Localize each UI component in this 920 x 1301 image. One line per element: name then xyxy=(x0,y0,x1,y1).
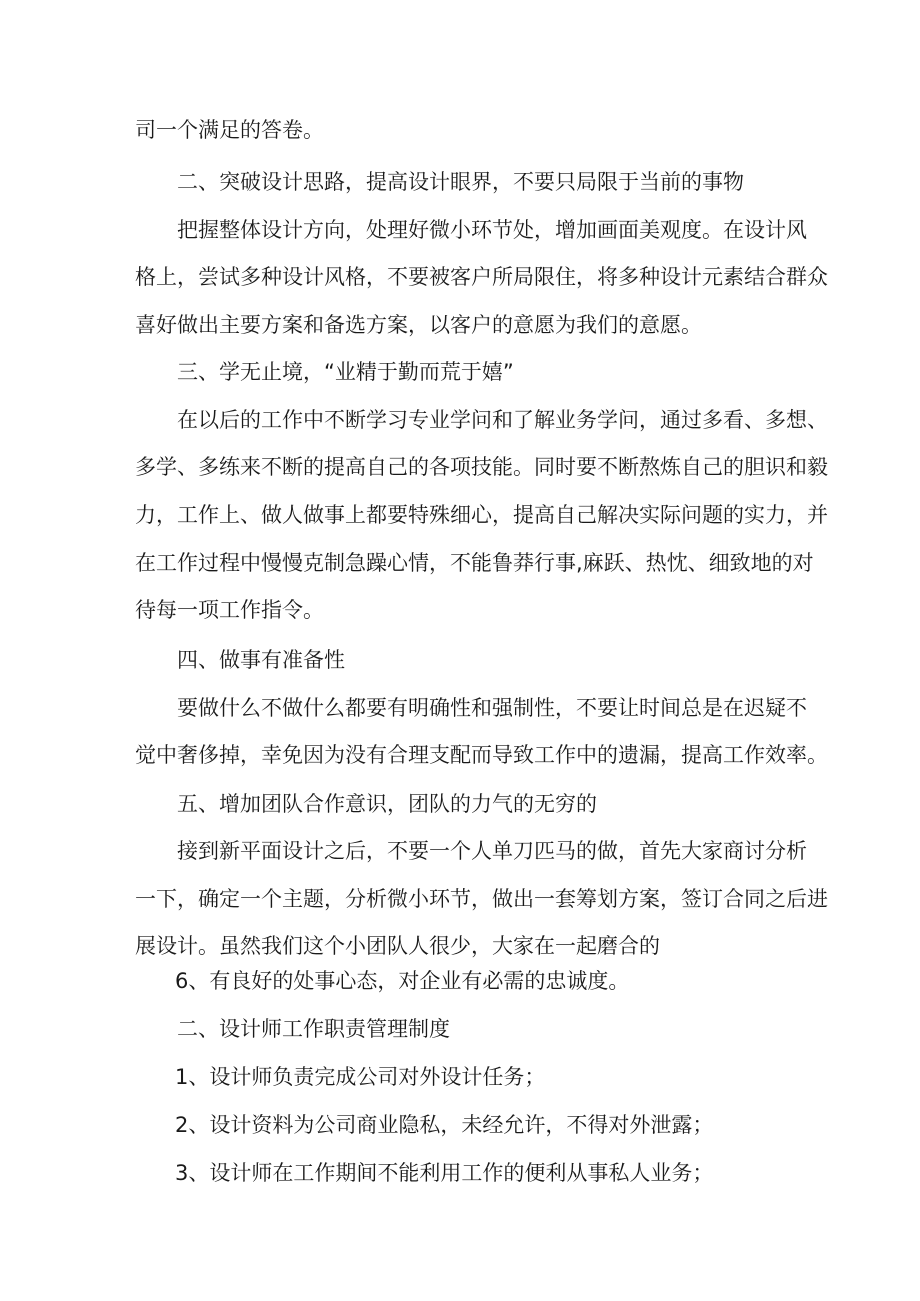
text-line-13: 要做什么不做什么都要有明确性和强制性，不要让时间总是在迟疑不 xyxy=(177,696,807,720)
text-line-8: 多学、多练来不断的提高自己的各项技能。同时要不断熬炼自己的胆识和毅 xyxy=(135,455,828,479)
text-line-9: 力，工作上、做人做事上都要特殊细心，提高自己解决实际问题的实力，并 xyxy=(135,503,828,527)
section-heading-2: 二、突破设计思路，提高设计眼界，不要只局限于当前的事物 xyxy=(177,170,744,194)
section-heading-4: 四、做事有准备性 xyxy=(177,648,345,672)
text-line-10: 在工作过程中慢慢克制急躁心情，不能鲁莽行事,麻跃、热忱、细致地的对 xyxy=(135,551,814,575)
list-item-1: 1、设计师负责完成公司对外设计任务； xyxy=(175,1065,546,1089)
text-line-11: 待每一项工作指令。 xyxy=(135,598,324,622)
section-heading-3: 三、学无止境，“业精于勤而荒于嬉” xyxy=(177,360,514,384)
text-line-5: 喜好做出主要方案和备选方案，以客户的意愿为我们的意愿。 xyxy=(135,313,702,337)
text-line-16: 接到新平面设计之后，不要一个人单刀匹马的做，首先大家商讨分析 xyxy=(177,839,807,863)
text-line-17: 一下，确定一个主题，分析微小环节，做出一套筹划方案，签订合同之后进 xyxy=(135,887,828,911)
list-item-2: 2、设计资料为公司商业隐私，未经允许，不得对外泄露； xyxy=(175,1113,714,1137)
section-heading-5: 五、增加团队合作意识，团队的力气的无穷的 xyxy=(177,792,597,816)
section-heading-duties: 二、设计师工作职责管理制度 xyxy=(177,1017,450,1041)
text-line-3: 把握整体设计方向，处理好微小环节处，增加画面美观度。在设计风 xyxy=(177,218,807,242)
text-line-14: 觉中奢侈掉，幸免因为没有合理支配而导致工作中的遗漏，提高工作效率。 xyxy=(135,743,828,767)
list-item-6: 6、有良好的处事心态，对企业有必需的忠诚度。 xyxy=(175,969,630,993)
text-line-7: 在以后的工作中不断学习专业学问和了解业务学问，通过多看、多想、 xyxy=(177,408,828,432)
list-item-3: 3、设计师在工作期间不能利用工作的便利从事私人业务； xyxy=(175,1161,714,1185)
text-line-1: 司一个满足的答卷。 xyxy=(135,118,324,142)
text-line-18: 展设计。虽然我们这个小团队人很少，大家在一起磨合的 xyxy=(135,934,660,958)
text-line-4: 格上，尝试多种设计风格，不要被客户所局限住，将多种设计元素结合群众 xyxy=(135,265,828,289)
